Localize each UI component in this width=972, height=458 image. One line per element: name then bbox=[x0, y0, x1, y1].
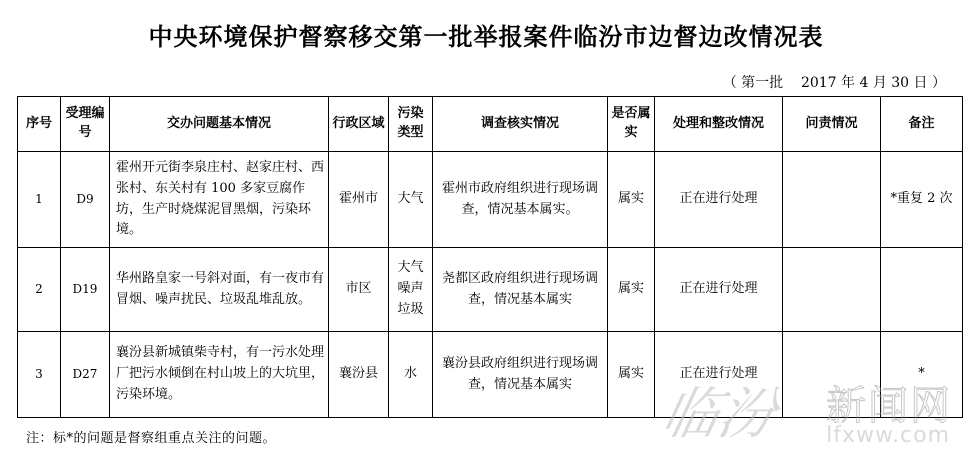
header-cell: 问责情况 bbox=[783, 97, 881, 152]
issue-description: 襄汾县新城镇柴寺村，有一污水处理厂把污水倾倒在村山坡上的大坑里，污染环境。 bbox=[110, 332, 329, 418]
header-cell: 处理和整改情况 bbox=[655, 97, 783, 152]
table-row bbox=[18, 248, 963, 332]
batch-date: （ 第一批 2017 年 4 月 30 日 ） bbox=[722, 75, 946, 91]
investigation: 襄汾县政府组织进行现场调查，情况基本属实 bbox=[433, 332, 608, 418]
pollution-type: 大气 bbox=[389, 152, 433, 248]
pollution-type: 水 bbox=[389, 332, 433, 418]
header-cell: 备注 bbox=[881, 97, 963, 152]
header-cell: 交办问题基本情况 bbox=[110, 97, 329, 152]
watermark-cn: 新闻网 bbox=[826, 383, 952, 429]
verified: 属实 bbox=[608, 152, 655, 248]
watermark-url: lfxww.com bbox=[826, 423, 950, 448]
header-cell: 调查核实情况 bbox=[433, 97, 608, 152]
issue-description: 霍州开元街李泉庄村、赵家庄村、西张村、东关村有 100 多家豆腐作坊，生产时烧煤泥冒黑烟，污染环境。 bbox=[110, 152, 329, 248]
remark: * bbox=[881, 332, 963, 418]
row-number: 3 bbox=[18, 332, 61, 418]
investigation: 尧都区政府组织进行现场调查，情况基本属实 bbox=[433, 248, 608, 332]
header-cell: 污染类型 bbox=[389, 97, 433, 152]
region: 襄汾县 bbox=[329, 332, 389, 418]
handling: 正在进行处理 bbox=[655, 332, 783, 418]
handling: 正在进行处理 bbox=[655, 152, 783, 248]
case-table bbox=[17, 96, 963, 418]
region: 市区 bbox=[329, 248, 389, 332]
case-code: D9 bbox=[61, 152, 110, 248]
footnote: 注：标*的问题是督察组重点关注的问题。 bbox=[26, 431, 277, 446]
row-number: 1 bbox=[18, 152, 61, 248]
accountability bbox=[783, 152, 881, 248]
remark: *重复 2 次 bbox=[881, 152, 963, 248]
header-cell: 行政区域 bbox=[329, 97, 389, 152]
header-cell: 序号 bbox=[18, 97, 61, 152]
region: 霍州市 bbox=[329, 152, 389, 248]
accountability bbox=[783, 332, 881, 418]
investigation: 霍州市政府组织进行现场调查，情况基本属实。 bbox=[433, 152, 608, 248]
pollution-type: 大气噪声垃圾 bbox=[389, 248, 433, 332]
table-row bbox=[18, 332, 963, 418]
table-row bbox=[18, 152, 963, 248]
issue-description: 华州路皇家一号斜对面，有一夜市有冒烟、噪声扰民、垃圾乱堆乱放。 bbox=[110, 248, 329, 332]
table-header-row bbox=[18, 97, 963, 152]
verified: 属实 bbox=[608, 332, 655, 418]
handling: 正在进行处理 bbox=[655, 248, 783, 332]
document-title: 中央环境保护督察移交第一批举报案件临汾市边督边改情况表 bbox=[148, 23, 824, 51]
watermark-script: 临汾 bbox=[656, 382, 782, 447]
verified: 属实 bbox=[608, 248, 655, 332]
remark bbox=[881, 248, 963, 332]
case-code: D19 bbox=[61, 248, 110, 332]
header-cell: 受理编号 bbox=[61, 97, 110, 152]
accountability bbox=[783, 248, 881, 332]
header-cell: 是否属实 bbox=[608, 97, 655, 152]
row-number: 2 bbox=[18, 248, 61, 332]
case-code: D27 bbox=[61, 332, 110, 418]
